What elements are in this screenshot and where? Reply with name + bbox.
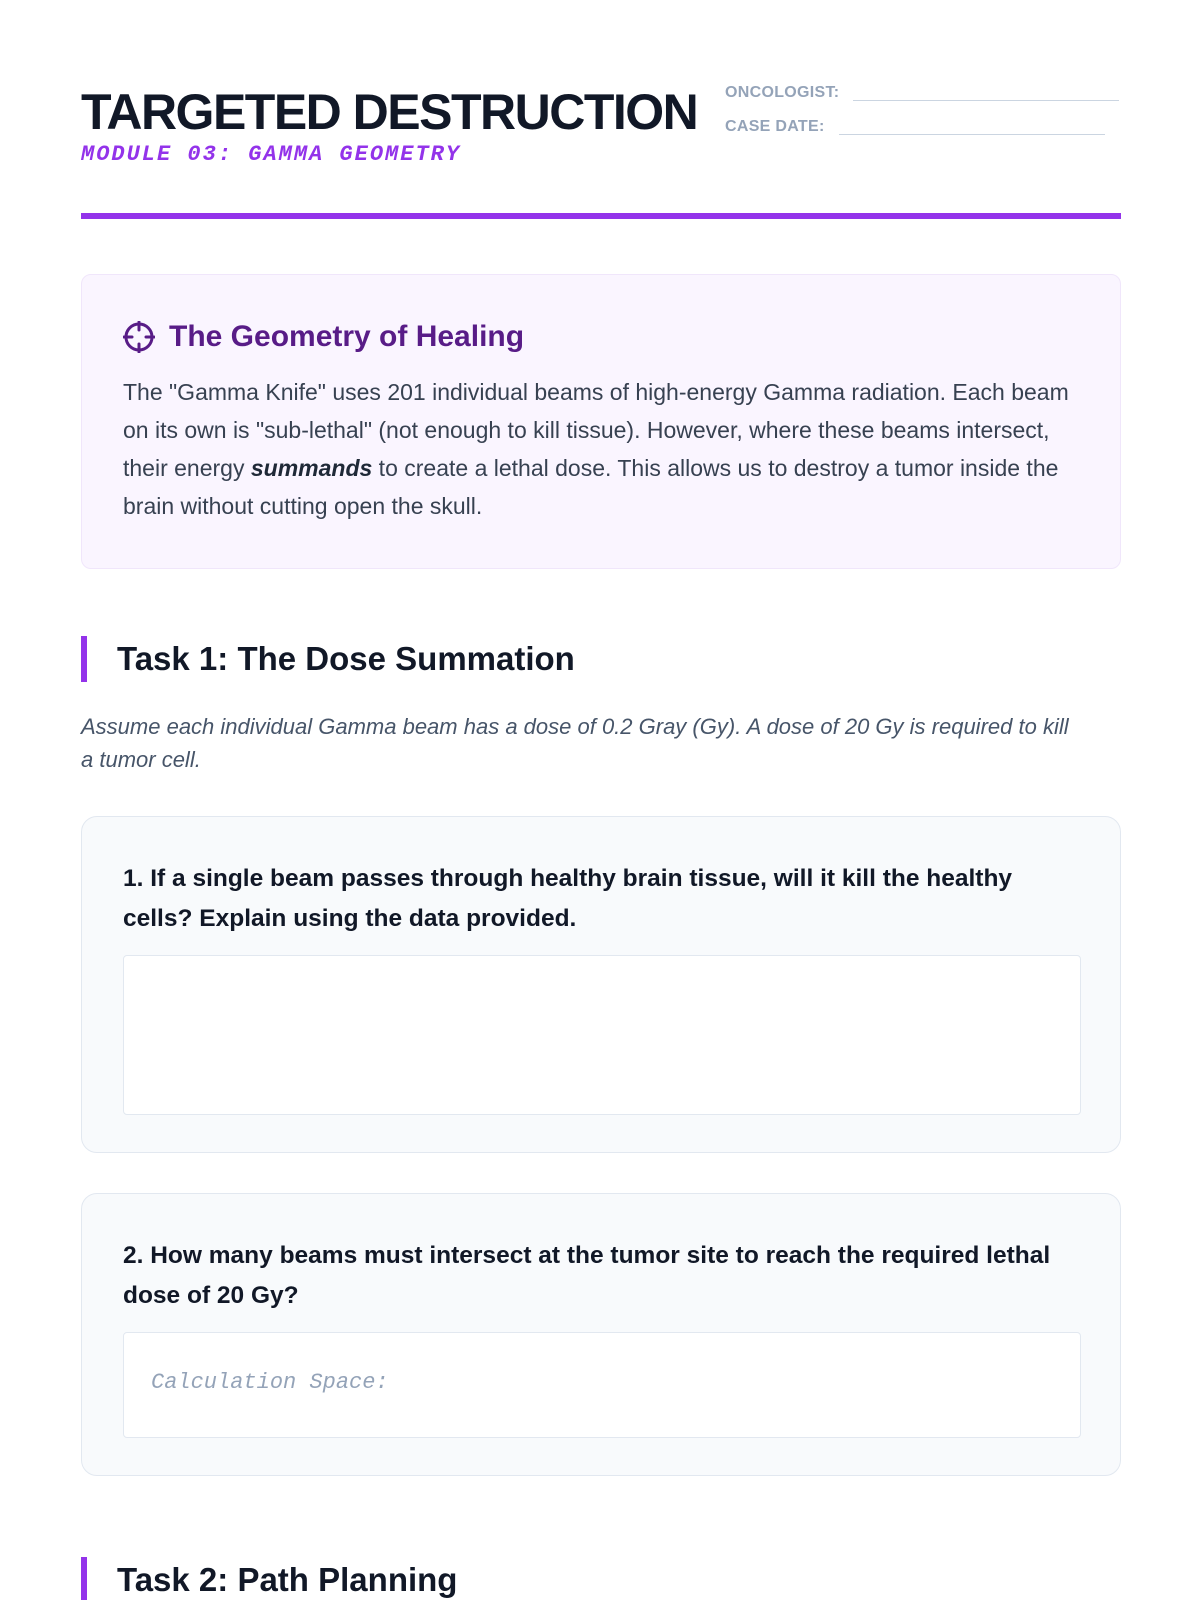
intro-body-emphasis: summands — [250, 455, 373, 481]
question-2-answer-box[interactable] — [123, 1332, 1081, 1438]
task-1-title: Task 1: The Dose Summation — [117, 640, 575, 677]
task-2-title: Task 2: Path Planning — [117, 1561, 458, 1598]
question-1-text: 1. If a single beam passes through healthy brain tissue, will it kill the healthy cells? Explain using the data provided. — [123, 865, 1013, 932]
task-1-note: Assume each individual Gamma beam has a dose of 0.2 Gray (Gy). A dose of 20 Gy is required to kill a tumor cell. — [81, 714, 1069, 772]
intro-body-end: to create a lethal dose. This allows us to destroy a tumor inside the brain without cutting open the skull. — [123, 455, 1059, 519]
task-1-heading — [81, 636, 1121, 682]
calculation-space-label: Calculation Space: — [151, 1370, 389, 1395]
intro-title: The Geometry of Healing — [169, 320, 525, 353]
intro-box — [81, 274, 1121, 569]
question-1-answer-box[interactable] — [123, 955, 1081, 1115]
intro-body-start: The "Gamma Knife" uses 201 individual beams of high-energy Gamma radiation. Each beam on its own is "sub-lethal" (not enough to kill tissue). However, where these beams intersect, their energy — [123, 379, 1069, 481]
intro-heading — [123, 319, 1079, 355]
crosshair-icon — [123, 321, 155, 353]
module-subtitle: MODULE 03: GAMMA GEOMETRY — [81, 142, 462, 167]
question-2-text: 2. How many beams must intersect at the tumor site to reach the required lethal dose of 20 Gy? — [123, 1242, 1051, 1309]
header-divider — [81, 213, 1121, 219]
oncologist-label: ONCOLOGIST: — [725, 84, 840, 101]
case-date-label: CASE DATE: — [725, 118, 825, 135]
intro-body — [123, 373, 1079, 525]
question-1-card — [81, 816, 1121, 1153]
question-2-card — [81, 1193, 1121, 1476]
oncologist-field[interactable] — [725, 84, 1119, 102]
case-date-field[interactable] — [725, 118, 1105, 136]
worksheet-header — [81, 84, 1121, 214]
case-date-input-line[interactable] — [839, 134, 1105, 135]
page-title: TARGETED DESTRUCTION — [81, 84, 698, 140]
task-2-heading — [81, 1557, 1121, 1600]
oncologist-input-line[interactable] — [853, 100, 1119, 101]
